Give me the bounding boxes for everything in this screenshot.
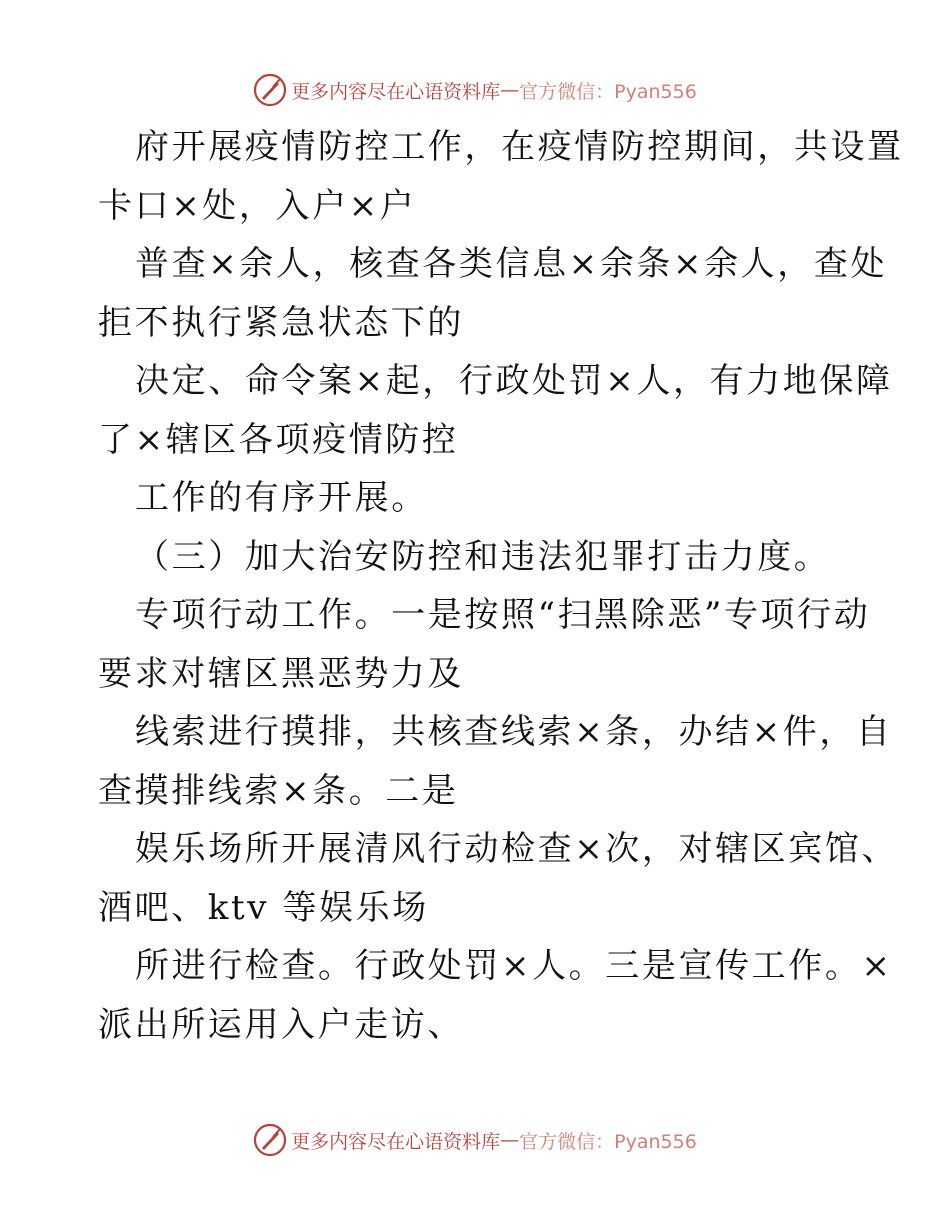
text-line: 要求对辖区黑恶势力及 xyxy=(98,653,464,694)
text-line: 查摸排线索×条。二是 xyxy=(98,770,459,811)
quill-logo-icon xyxy=(253,73,287,107)
document-body xyxy=(98,118,904,1054)
text-line: 拒不执行紧急状态下的 xyxy=(98,302,464,343)
watermark-banner-bottom xyxy=(0,1120,950,1160)
text-line: 专项行动工作。一是按照“扫黑除恶”专项行动 xyxy=(135,595,871,635)
watermark-wechat-text: 官方微信：Pyan556 xyxy=(519,80,697,103)
text-line: 普查×余人，核查各类信息×余条×余人，查处 xyxy=(135,244,888,284)
text-line: 酒吧、ktv 等娱乐场 xyxy=(98,887,429,928)
text-line: 线索进行摸排，共核查线索×条，办结×件，自 xyxy=(135,712,893,752)
text-line: 娱乐场所开展清风行动检查×次，对辖区宾馆、 xyxy=(135,829,899,869)
watermark-site-text: 更多内容尽在心语资料库 xyxy=(291,1130,501,1153)
quill-logo-icon xyxy=(253,1123,287,1157)
text-line: 派出所运用入户走访、 xyxy=(98,1004,464,1045)
watermark-wechat-text: 官方微信：Pyan556 xyxy=(519,1130,697,1153)
watermark-dash: — xyxy=(500,1129,520,1151)
text-line: 府开展疫情防控工作，在疫情防控期间，共设置 xyxy=(135,127,904,167)
text-line: 卡口×处，入户×户 xyxy=(98,185,417,226)
watermark-dash: — xyxy=(500,79,520,101)
text-line: 决定、命令案×起，行政处罚×人，有力地保障 xyxy=(135,361,893,401)
text-line: 了×辖区各项疫情防控 xyxy=(98,419,459,460)
watermark-site-text: 更多内容尽在心语资料库 xyxy=(291,80,501,103)
section-heading: （三）加大治安防控和违法犯罪打击力度。 xyxy=(135,536,831,577)
watermark-banner-top xyxy=(0,70,950,110)
text-line: 所进行检查。行政处罚×人。三是宣传工作。× xyxy=(135,946,893,986)
text-line: 工作的有序开展。 xyxy=(135,478,428,518)
